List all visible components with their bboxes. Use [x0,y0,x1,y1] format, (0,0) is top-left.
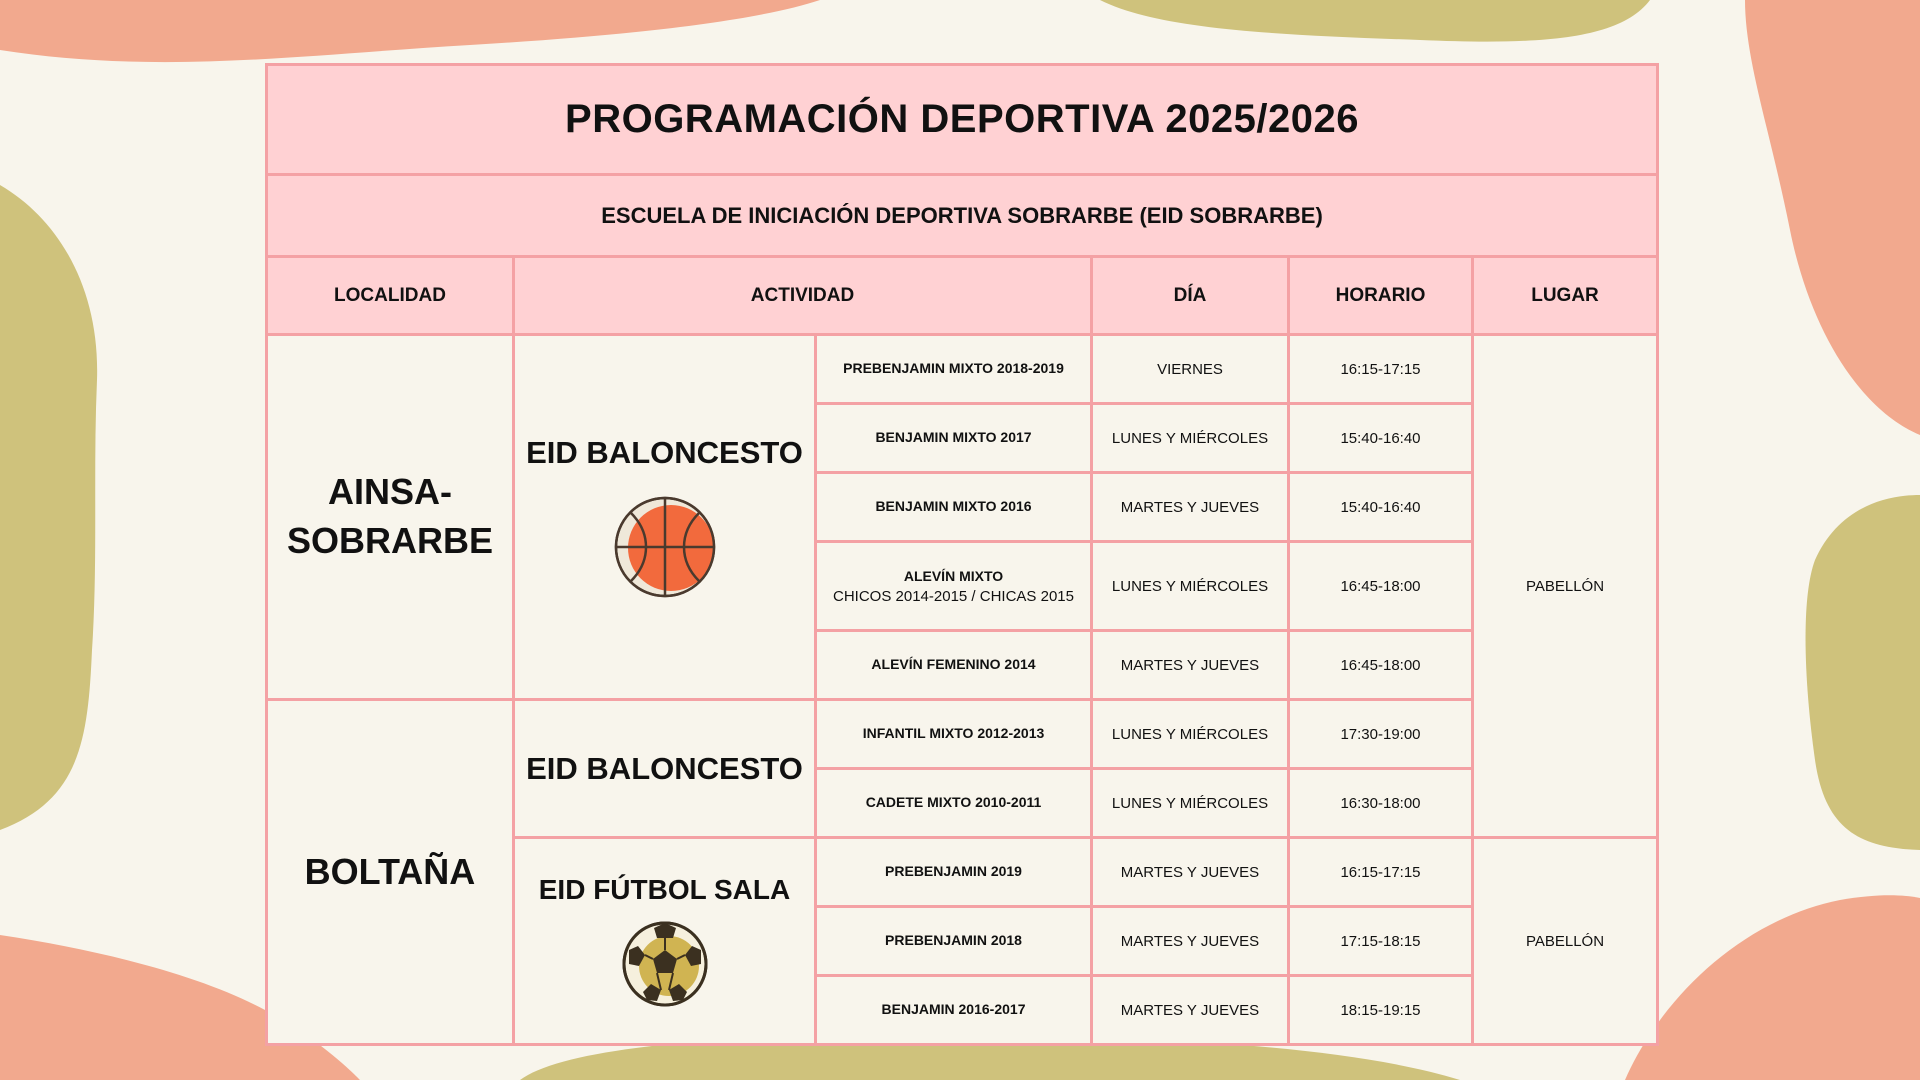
time-cell: 16:45-18:00 [1289,631,1473,700]
group-cell: BENJAMIN MIXTO 2016 [816,473,1092,542]
day-cell: MARTES Y JUEVES [1092,838,1289,907]
locality-boltana: BOLTAÑA [267,700,514,1045]
day-cell: MARTES Y JUEVES [1092,473,1289,542]
activity-baloncesto-ainsa-label: EID BALONCESTO [526,435,803,470]
place-pabellon-2: PABELLÓN [1473,838,1658,1045]
header-lugar: LUGAR [1473,257,1658,335]
sports-schedule-table [265,63,1659,1046]
place-pabellon-1: PABELLÓN [1473,335,1658,838]
header-actividad: ACTIVIDAD [514,257,1092,335]
basketball-icon [613,495,717,599]
time-cell: 16:15-17:15 [1289,838,1473,907]
time-cell: 18:15-19:15 [1289,976,1473,1045]
header-dia: DÍA [1092,257,1289,335]
locality-ainsa-label: AINSA- SOBRARBE [286,471,493,561]
time-cell: 15:40-16:40 [1289,404,1473,473]
time-cell: 17:30-19:00 [1289,700,1473,769]
group-cell: INFANTIL MIXTO 2012-2013 [816,700,1092,769]
group-cell: BENJAMIN 2016-2017 [816,976,1092,1045]
day-cell: VIERNES [1092,335,1289,404]
day-cell: LUNES Y MIÉRCOLES [1092,769,1289,838]
olive-blob-left [0,185,97,830]
olive-blob-top [1100,0,1650,42]
group-cell: PREBENJAMIN MIXTO 2018-2019 [816,335,1092,404]
time-cell: 16:45-18:00 [1289,542,1473,631]
day-cell: LUNES Y MIÉRCOLES [1092,542,1289,631]
day-cell: MARTES Y JUEVES [1092,907,1289,976]
salmon-blob-top-left [0,0,820,62]
header-localidad: LOCALIDAD [267,257,514,335]
group-cell: BENJAMIN MIXTO 2017 [816,404,1092,473]
time-cell: 15:40-16:40 [1289,473,1473,542]
day-cell: LUNES Y MIÉRCOLES [1092,404,1289,473]
header-horario: HORARIO [1289,257,1473,335]
group-cell: CADETE MIXTO 2010-2011 [816,769,1092,838]
day-cell: MARTES Y JUEVES [1092,976,1289,1045]
salmon-blob-top-right [1745,0,1920,435]
school-subtitle: ESCUELA DE INICIACIÓN DEPORTIVA SOBRARBE (EID SOBRARBE) [267,175,1658,257]
time-cell: 17:15-18:15 [1289,907,1473,976]
time-cell: 16:15-17:15 [1289,335,1473,404]
day-cell: LUNES Y MIÉRCOLES [1092,700,1289,769]
day-cell: MARTES Y JUEVES [1092,631,1289,700]
locality-ainsa [267,335,514,700]
group-cell: ALEVÍN MIXTO CHICOS 2014-2015 / CHICAS 2015 [816,542,1092,631]
activity-futbol-sala [514,838,816,1045]
activity-baloncesto-boltana: EID BALONCESTO [514,700,816,838]
olive-blob-right [1806,495,1920,850]
soccer-ball-icon [621,920,709,1008]
group-cell: PREBENJAMIN 2018 [816,907,1092,976]
activity-futbol-sala-label: EID FÚTBOL SALA [538,874,791,905]
activity-baloncesto-ainsa [514,335,816,700]
table-row [267,335,1658,404]
schedule-title: PROGRAMACIÓN DEPORTIVA 2025/2026 [267,65,1658,175]
salmon-blob-bottom-right [1625,895,1920,1080]
group-cell: ALEVÍN FEMENINO 2014 [816,631,1092,700]
time-cell: 16:30-18:00 [1289,769,1473,838]
table-row [267,700,1658,769]
group-cell: PREBENJAMIN 2019 [816,838,1092,907]
